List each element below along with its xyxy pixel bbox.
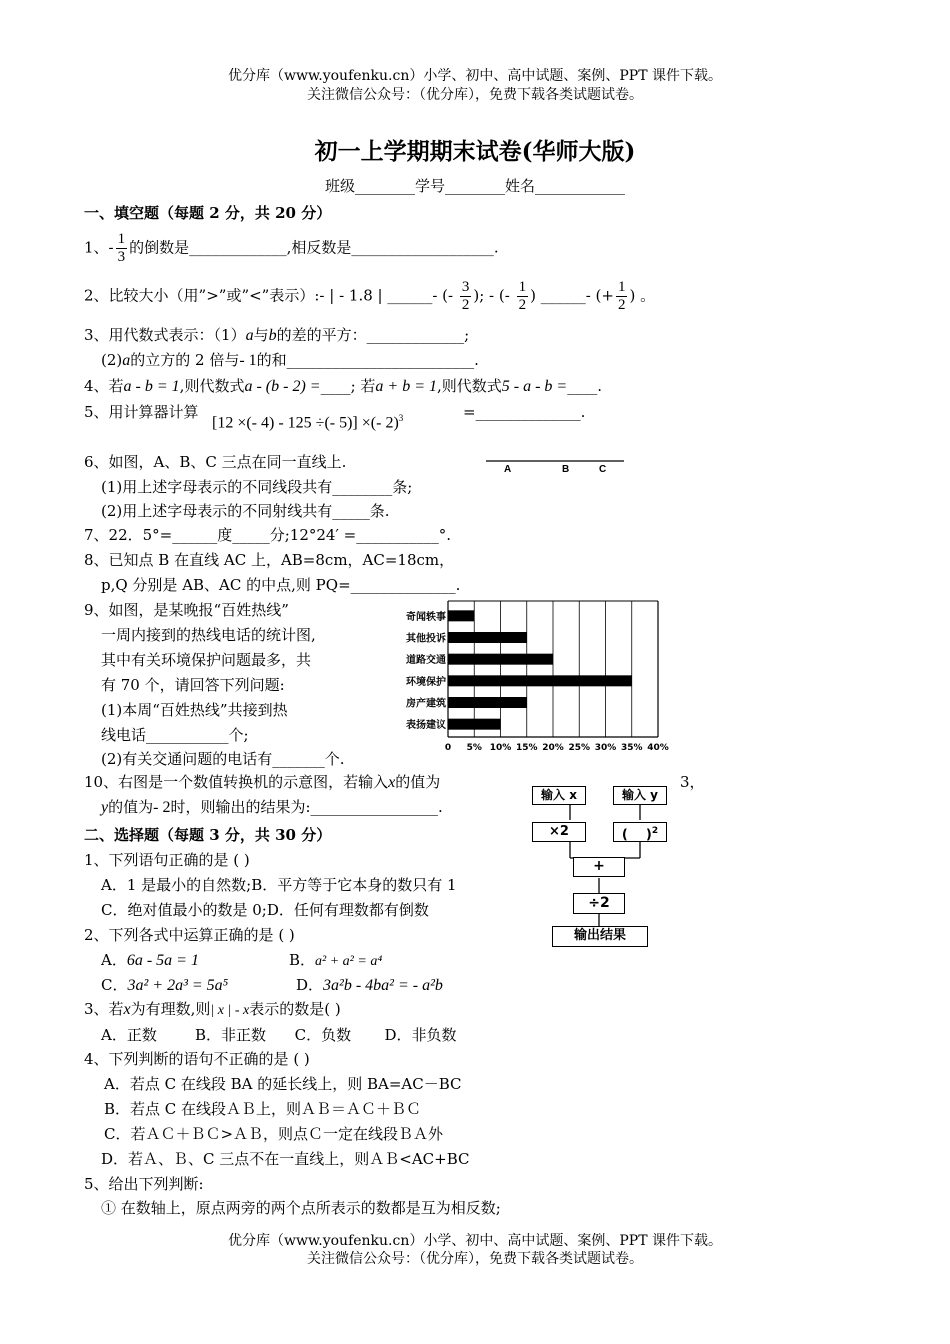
s1-q8-l1: 8、已知点 B 在直线 AC 上，AB=8cm，AC=18cm， (84, 551, 455, 569)
q2-f2-num: 1 (518, 279, 527, 295)
q3b-post: 的和_________________________. (256, 351, 479, 369)
q10-y: y (101, 799, 109, 816)
x-tick-label: 15% (515, 743, 538, 753)
point-a-label: A (504, 464, 512, 474)
q1-den: 3 (117, 249, 126, 265)
s1-q10-l2 (101, 797, 443, 818)
s2-q2-stem: 2、下列各式中运算正确的是 ( ) (84, 926, 295, 944)
q2-c-label: C． (101, 976, 128, 994)
q2-c-expr: 3a² + 2a³ = 5a⁵ (127, 977, 229, 994)
x-tick-label: 25% (568, 743, 591, 753)
s2-q3-stem (84, 999, 341, 1021)
s1-q6-l1: 6、如图，A、B、C 三点在同一直线上. (84, 453, 347, 471)
category-label: 表扬建议 (406, 720, 446, 732)
s1-q9-l4: 有 70 个，请回答下列问题: (101, 676, 285, 694)
s1-q7: 7、22．5°=______度_____分;12°24′ =___________°. (84, 526, 451, 544)
q2-f1-num: 3 (461, 279, 470, 295)
s2-q4-optA: A．若点 C 在线段 BA 的延长线上，则 BA=AC－BC (104, 1075, 462, 1093)
q2-d-label: D． (296, 976, 324, 994)
q2-f2-den: 2 (518, 297, 527, 313)
bar (448, 632, 527, 643)
q2-part3: ) ______- (+ (530, 286, 614, 305)
category-label: 环境保护 (406, 676, 446, 688)
q4-e1: a - b = 1 (123, 378, 180, 395)
q2-b-label: B． (289, 951, 316, 969)
s1-q9-l2: 一周内接到的热线电话的统计图, (101, 626, 316, 644)
s1-q9-l1: 9、如图，是某晚报“百姓热线” (84, 601, 289, 619)
square-paren: ( ) (621, 827, 652, 843)
q10-mid2: 的值为 (108, 798, 154, 816)
s2-q4-optB: B．若点 C 在线段ＡＢ上，则ＡＢ＝ＡＣ＋ＢＣ (104, 1100, 422, 1118)
point-c-label: C (599, 464, 607, 474)
s1-q5-label: 5、用计算器计算 (84, 403, 199, 421)
q10-x: x (388, 774, 396, 791)
hotline-bar-chart (390, 597, 680, 757)
x-tick-label: 0 (444, 743, 452, 753)
q3b-a: a (122, 352, 131, 369)
q1-prefix: 1、- (84, 238, 114, 257)
section1-heading: 一、填空题（每题 2 分，共 20 分） (84, 204, 332, 222)
s1-q9-l5: (1)本周“百姓热线”共接到热 (101, 701, 288, 719)
category-label: 奇闻轶事 (406, 611, 446, 623)
q4-e3: a + b = 1 (375, 378, 437, 395)
q2-frac2 (517, 279, 529, 314)
q3-post: 表示的数是( ) (249, 1000, 341, 1018)
s2-q5-stem: 5、给出下列判断: (84, 1175, 204, 1193)
category-label: 道路交通 (406, 655, 446, 667)
page-title: 初一上学期期末试卷(华师大版) (314, 138, 636, 165)
q2-part1: 2、比较大小（用”>”或”<”表示）:- | - 1.8 | ______- (- (84, 286, 458, 305)
q3b-neg: - 1 (239, 352, 257, 369)
s1-q6-l3: (2)用上述字母表示的不同射线共有_____条. (101, 502, 390, 520)
bar (448, 675, 632, 686)
input-y-box: 输入 y (613, 786, 667, 805)
s1-q3a (84, 325, 469, 346)
s1-q5-answer: =______________. (463, 403, 586, 421)
q3a-post: 的差的平方：_____________; (276, 326, 470, 344)
q4-e4: 5 - a - b = (501, 378, 568, 395)
q2-b-expr: a² + a² = a⁴ (315, 954, 383, 969)
s1-q3b (101, 350, 479, 371)
s1-q8-l2: p,Q 分别是 AB、AC 的中点,则 PQ=______________. (101, 576, 461, 594)
q2-f3-den: 2 (617, 297, 626, 313)
input-x-box: 输入 x (532, 786, 586, 805)
q2-part4: ) 。 (629, 286, 656, 305)
q3a-a: a (245, 327, 254, 344)
q10-pre: 10、右图是一个数值转换机的示意图，若输入 (84, 773, 389, 791)
s2-q4-optD: D．若Ａ、Ｂ、C 三点不在一直线上，则ＡＢ<AC+BC (101, 1150, 470, 1168)
divide-two-box: ÷2 (573, 893, 625, 914)
plus-box: + (573, 857, 625, 877)
s2-q1-ab: A．1 是最小的自然数;B．平方等于它本身的数只有 1 (101, 876, 457, 894)
q5-exp: 3 (398, 413, 404, 423)
s2-q1-stem: 1、下列语句正确的是 ( ) (84, 851, 250, 869)
line-diagram (484, 452, 629, 474)
s2-q2-optA (101, 950, 199, 971)
s2-q4-stem: 4、下列判断的语句不正确的是 ( ) (84, 1050, 310, 1068)
s1-q1 (84, 231, 499, 266)
point-b-label: B (562, 464, 570, 474)
category-label: 房产建筑 (406, 698, 446, 710)
q10-neg2: - 2 (153, 799, 171, 816)
q3a-mid: 与 (253, 326, 269, 344)
q4-mid3: ,则代数式 (436, 377, 502, 395)
s2-q2-optD (296, 975, 443, 996)
student-info: 班级________学号________姓名____________ (324, 177, 625, 195)
header-line-2: 关注微信公众号：（优分库），免费下载各类试题试卷。 (307, 87, 643, 103)
bar (448, 654, 553, 665)
section2-heading: 二、选择题（每题 3 分，共 30 分） (84, 826, 332, 844)
q3b-pre: (2) (101, 351, 123, 369)
q4-mid1: ,则代数式 (179, 377, 245, 395)
q2-frac3 (616, 279, 628, 314)
s2-q4-optC: C．若ＡＣ＋ＢＣ>ＡＢ，则点Ｃ一定在线段ＢＡ外 (104, 1125, 444, 1143)
s1-q10-l1 (84, 772, 440, 793)
q1-fraction (116, 231, 128, 266)
footer-line-1: 优分库（www.youfenku.cn）小学、初中、高中试题、案例、PPT 课件下载。 (227, 1233, 722, 1249)
q2-d-expr: 3a²b - 4ba² = - a²b (323, 977, 443, 994)
s1-q10-val3: 3， (680, 773, 705, 791)
footer-line-2: 关注微信公众号：（优分库），免费下载各类试题试卷。 (307, 1251, 643, 1267)
s2-q3-options: A．正数 B．非正数 C．负数 D．非负数 (101, 1026, 457, 1044)
output-box: 输出结果 (552, 926, 648, 947)
x-tick-label: 20% (542, 743, 564, 753)
s1-q9-l7: (2)有关交通问题的电话有_______个. (101, 750, 345, 768)
s2-q5-item1: ① 在数轴上，原点两旁的两个点所表示的数都是互为相反数; (101, 1199, 501, 1217)
x-tick-label: 30% (594, 743, 617, 753)
q2-frac1 (460, 279, 472, 314)
s2-q2-optC (101, 975, 228, 996)
q3-pre: 3、若 (84, 1000, 124, 1018)
x-tick-label: 35% (620, 743, 643, 753)
q3-x: x (123, 1001, 131, 1018)
s1-q4 (84, 376, 602, 397)
q1-suffix: 的倒数是_____________,相反数是___________________. (129, 238, 499, 257)
q2-f1-den: 2 (461, 297, 470, 313)
q4-pre: 4、若 (84, 377, 124, 395)
q2-a-label: A． (101, 951, 127, 969)
x-tick-label: 5% (466, 743, 482, 753)
x-tick-label: 40% (647, 743, 669, 753)
header-line-1: 优分库（www.youfenku.cn）小学、初中、高中试题、案例、PPT 课件下载。 (227, 68, 722, 84)
s2-q1-cd: C．绝对值最小的数是 0;D．任何有理数都有倒数 (101, 901, 429, 919)
x-tick-label: 10% (489, 743, 512, 753)
q3b-mid: 的立方的 2 倍与 (130, 351, 240, 369)
square-exp: 2 (651, 826, 659, 836)
s1-q9-l3: 其中有关环境保护问题最多，共 (101, 651, 312, 669)
q2-a-expr: 6a - 5a = 1 (126, 952, 199, 969)
q10-post: 时，则输出的结果为:_________________. (170, 798, 443, 816)
s1-q9-l6: 线电话___________个; (101, 726, 249, 744)
q4-post: ____. (567, 377, 602, 395)
category-label: 其他投诉 (406, 633, 446, 645)
q1-num: 1 (117, 231, 126, 247)
s1-q5-expr (212, 413, 403, 432)
times-two-box: ×2 (532, 822, 586, 842)
q5-expr: [12 ×(- 4) - 125 ÷(- 5)] ×(- 2) (212, 414, 399, 432)
q4-mid2: ____; 若 (320, 377, 376, 395)
q4-e2: a - (b - 2) = (244, 378, 321, 395)
s2-q2-optB (289, 950, 382, 972)
q3-expr: | x | - x (210, 1003, 250, 1018)
q2-part2: ); - (- (473, 286, 515, 305)
q3-mid: 为有理数,则 (130, 1000, 211, 1018)
q2-f3-num: 1 (617, 279, 626, 295)
bar (448, 719, 501, 730)
s1-q2 (84, 279, 655, 314)
bar (448, 697, 527, 708)
square-box (613, 822, 667, 842)
s1-q6-l2: (1)用上述字母表示的不同线段共有________条; (101, 478, 413, 496)
q3a-pre: 3、用代数式表示：（1） (84, 326, 246, 344)
q10-mid: 的值为 (395, 773, 441, 791)
bar (448, 610, 474, 621)
q3a-b: b (268, 327, 277, 344)
